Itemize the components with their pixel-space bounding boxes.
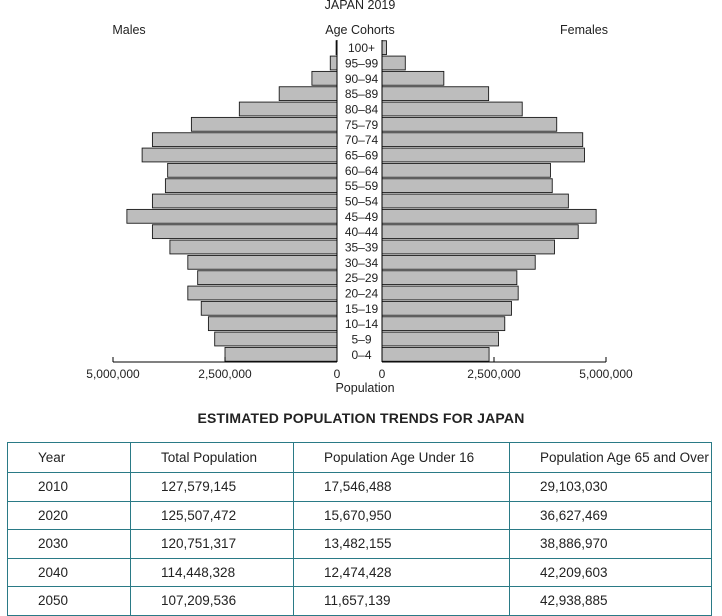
female-bar [382,117,557,131]
table-row [8,530,712,559]
age-cohort-labels [345,41,379,362]
male-bars [127,41,337,362]
male-bar [312,71,337,85]
age-cohort-label: 40–44 [344,225,379,240]
age-cohort-label: 15–19 [344,301,379,316]
female-axis-tick-label: 0 [378,367,386,381]
x-axis-label: Population [335,381,395,395]
age-cohort-label: 85–89 [344,87,379,102]
age-cohort-label: 100+ [347,41,376,56]
male-bar [170,240,337,254]
female-bar [382,194,568,208]
female-bar [382,347,489,361]
males-label: Males [112,23,146,37]
age-cohort-label: 0–4 [351,347,372,362]
cell-year: 2030 [8,530,131,559]
cell-under-16: 15,670,950 [294,501,510,530]
female-axis-tick-label: 5,000,000 [579,367,633,381]
female-bar [382,225,578,239]
header-65-and-over: Population Age 65 and Over [510,443,712,473]
female-bar [382,102,522,116]
female-bars [382,41,596,362]
female-bar [382,41,386,55]
male-axis-tick-label: 0 [333,367,341,381]
cell-under-16: 12,474,428 [294,558,510,587]
cell-year: 2050 [8,587,131,616]
cell-total-population: 120,751,317 [131,530,294,559]
age-cohort-label: 90–94 [344,71,379,86]
age-cohorts-label: Age Cohorts [325,23,395,37]
age-cohort-label: 30–34 [344,255,379,270]
cell-65-and-over: 29,103,030 [510,473,712,502]
male-bar [127,209,337,223]
male-bar [188,286,337,300]
female-bar [382,240,554,254]
age-cohort-label: 80–84 [344,102,379,117]
age-cohort-label: 60–64 [344,163,379,178]
cell-year: 2040 [8,558,131,587]
male-bar [191,117,337,131]
age-cohort-label: 70–74 [344,133,379,148]
female-bar [382,71,444,85]
male-bar [152,194,337,208]
female-bar [382,317,505,331]
table-row [8,501,712,530]
chart-title: JAPAN 2019 [324,0,396,12]
table-header-row [8,443,712,473]
header-year: Year [8,443,131,473]
male-bar [188,255,337,269]
cell-year: 2010 [8,473,131,502]
cell-under-16: 11,657,139 [294,587,510,616]
population-trends-table [7,442,712,616]
cell-65-and-over: 42,938,885 [510,587,712,616]
female-bar [382,286,518,300]
table-title: ESTIMATED POPULATION TRENDS FOR JAPAN [197,410,525,426]
cell-total-population: 127,579,145 [131,473,294,502]
male-bar [168,163,337,177]
age-cohort-label: 5–9 [351,332,372,347]
table-row [8,558,712,587]
female-bar [382,332,498,346]
male-bar [239,102,337,116]
male-bar [198,271,337,285]
male-bar [215,332,337,346]
male-bar [279,87,337,101]
cell-65-and-over: 36,627,469 [510,501,712,530]
female-bar [382,271,517,285]
age-cohort-label: 75–79 [344,117,379,132]
age-cohort-label: 50–54 [344,194,379,209]
cell-total-population: 107,209,536 [131,587,294,616]
header-under-16: Population Age Under 16 [294,443,510,473]
age-cohort-label: 45–49 [344,209,379,224]
cell-total-population: 114,448,328 [131,558,294,587]
age-cohort-label: 55–59 [344,179,379,194]
header-total-population: Total Population [131,443,294,473]
cell-total-population: 125,507,472 [131,501,294,530]
male-bar [330,56,337,70]
age-cohort-label: 35–39 [344,240,379,255]
male-bar [152,225,337,239]
age-cohort-label: 10–14 [344,317,379,332]
male-bar [165,179,337,193]
cell-under-16: 17,546,488 [294,473,510,502]
male-axis-tick-label: 2,500,000 [198,367,252,381]
female-axis-tick-label: 2,500,000 [467,367,521,381]
age-cohort-label: 20–24 [344,286,379,301]
female-bar [382,163,550,177]
female-bar [382,209,596,223]
table-row [8,587,712,616]
cell-65-and-over: 42,209,603 [510,558,712,587]
table-row [8,473,712,502]
female-bar [382,87,489,101]
age-cohort-label: 25–29 [344,271,379,286]
females-label: Females [560,23,608,37]
female-bar [382,148,584,162]
male-bar [201,301,337,315]
cell-65-and-over: 38,886,970 [510,530,712,559]
male-bar [208,317,337,331]
cell-under-16: 13,482,155 [294,530,510,559]
age-cohort-label: 95–99 [344,56,379,71]
male-bar [225,347,337,361]
female-bar [382,301,511,315]
female-bar [382,255,535,269]
female-bar [382,179,552,193]
male-axis-tick-label: 5,000,000 [86,367,140,381]
age-cohort-label: 65–69 [344,148,379,163]
cell-year: 2020 [8,501,131,530]
female-bar [382,56,405,70]
male-bar [152,133,337,147]
male-bar [142,148,337,162]
female-bar [382,133,583,147]
